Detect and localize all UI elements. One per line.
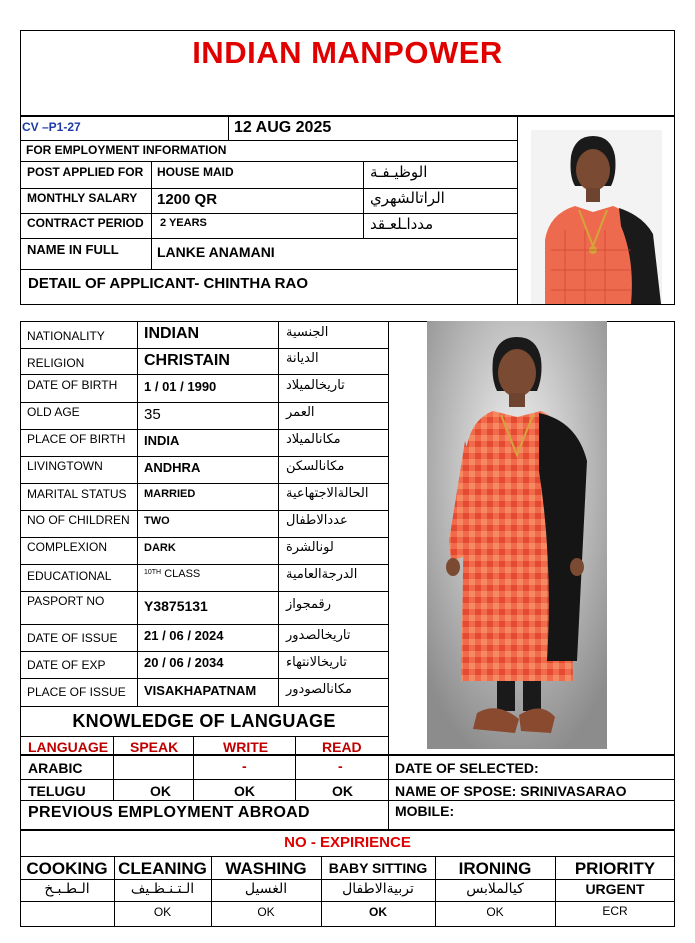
passport-value: Y3875131 — [144, 598, 208, 614]
marital-status-label: MARITAL STATUS — [27, 487, 127, 501]
skill-cleaning-arabic: الـتـنـظـيف — [130, 881, 195, 897]
lang-telugu-speak: OK — [150, 783, 171, 799]
complexion-arabic: لونالشرة — [286, 540, 334, 555]
lang-telugu-write: OK — [234, 783, 255, 799]
nationality-value: INDIAN — [144, 325, 200, 342]
pob-arabic: مكانالميلاد — [286, 432, 341, 447]
issue-date-value: 21 / 06 / 2024 — [144, 628, 224, 643]
nationality-label: NATIONALITY — [27, 329, 105, 343]
lang-arabic-read: - — [338, 758, 343, 774]
page-title: INDIAN MANPOWER — [192, 35, 503, 70]
contract-period-arabic: مدداـلعـقد — [370, 215, 434, 233]
applicant-detail: DETAIL OF APPLICANT- CHINTHA RAO — [28, 275, 308, 292]
issue-date-arabic: تاريخالصدور — [286, 628, 351, 643]
dob-label: DATE OF BIRTH — [27, 378, 118, 392]
monthly-salary-label: MONTHLY SALARY — [27, 191, 138, 205]
skill-ironing-arabic: كيالملابس — [466, 881, 524, 897]
education-value-sup: 10TH — [144, 569, 162, 576]
post-applied-arabic: الوظيـفـة — [370, 163, 428, 181]
education-value — [144, 569, 200, 580]
marital-status-arabic: الحالةالاجتهاعية — [286, 486, 369, 501]
skill-washing-value: OK — [257, 905, 275, 919]
language-heading: KNOWLEDGE OF LANGUAGE — [72, 711, 336, 731]
applicant-photo-small — [531, 130, 662, 304]
livingtown-arabic: مكانالسكن — [286, 459, 345, 474]
skill-cleaning: CLEANING — [118, 859, 207, 878]
lang-header-write: WRITE — [223, 739, 269, 755]
religion-label: RELIGION — [27, 356, 85, 370]
pob-value: INDIA — [144, 433, 180, 448]
skill-baby-sitting-value: OK — [369, 905, 387, 919]
religion-value: CHRISTAIN — [144, 352, 230, 369]
post-applied-value: HOUSE MAID — [157, 165, 234, 179]
age-arabic: العمر — [286, 405, 315, 420]
skill-priority: PRIORITY — [574, 859, 656, 878]
skill-ironing: IRONING — [458, 859, 532, 878]
education-label: EDUCATIONAL — [27, 569, 112, 583]
monthly-salary-arabic: الراتالشهري — [370, 189, 445, 207]
post-applied-label: POST APPLIED FOR — [27, 165, 144, 179]
spouse-name: NAME OF SPOSE: SRINIVASARAO — [395, 783, 627, 799]
complexion-label: COMPLEXION — [27, 540, 108, 554]
expiry-date-label: DATE OF EXP — [27, 658, 106, 672]
applicant-photo-large — [427, 321, 607, 749]
full-name-label: NAME IN FULL — [27, 242, 119, 257]
issue-place-arabic: مكانالصودور — [286, 682, 352, 697]
children-value: TWO — [144, 515, 170, 527]
education-value-text: CLASS — [164, 568, 201, 580]
skill-baby-sitting: BABY SITTING — [328, 860, 428, 876]
priority-urgent: URGENT — [585, 881, 645, 897]
pob-label: PLACE OF BIRTH — [27, 432, 126, 446]
dob-arabic: تاريخالميلاد — [286, 378, 345, 393]
marital-status-value: MARRIED — [144, 488, 196, 500]
lang-telugu-read: OK — [332, 783, 353, 799]
livingtown-value: ANDHRA — [144, 460, 201, 475]
monthly-salary-value: 1200 QR — [157, 191, 218, 208]
skill-baby-sitting-arabic: تربيةالاطفال — [342, 881, 414, 897]
skill-cooking-arabic: الـطـبـخ — [44, 881, 90, 897]
complexion-value: DARK — [144, 542, 176, 554]
full-name-value: LANKE ANAMANI — [157, 244, 275, 260]
lang-row-arabic: ARABIC — [28, 760, 83, 776]
contract-period-value: 2 YEARS — [160, 217, 207, 229]
skill-cleaning-value: OK — [153, 905, 172, 919]
issue-place-value: VISAKHAPATNAM — [144, 683, 257, 698]
priority-ecr: ECR — [602, 904, 628, 918]
employment-info-label: FOR EMPLOYMENT INFORMATION — [26, 143, 227, 157]
issue-date-label: DATE OF ISSUE — [27, 631, 118, 645]
nationality-arabic: الجنسية — [286, 325, 329, 340]
livingtown-label: LIVINGTOWN — [27, 459, 103, 473]
contract-period-label: CONTRACT PERIOD — [27, 216, 144, 230]
education-arabic: الدرجةالعامية — [286, 567, 358, 582]
expiry-date-arabic: تاريخالانتهاء — [286, 655, 347, 670]
age-label: OLD AGE — [27, 405, 80, 419]
skill-washing: WASHING — [225, 859, 307, 878]
age-value: 35 — [144, 406, 161, 423]
lang-header-read: READ — [322, 739, 362, 755]
date-selected: DATE OF SELECTED: — [395, 760, 539, 776]
previous-employment-value: NO - EXPIRIENCE — [284, 834, 411, 851]
lang-arabic-write: - — [242, 758, 247, 774]
lang-row-telugu: TELUGU — [28, 783, 86, 799]
expiry-date-value: 20 / 06 / 2034 — [144, 655, 224, 670]
cv-number: CV –P1-27 — [22, 120, 81, 134]
cv-date: 12 AUG 2025 — [234, 119, 332, 136]
mobile-label: MOBILE: — [395, 803, 455, 819]
children-arabic: عددالاطفال — [286, 513, 348, 528]
children-label: NO OF CHILDREN — [27, 513, 130, 527]
previous-employment-heading: PREVIOUS EMPLOYMENT ABROAD — [28, 804, 310, 821]
dob-value: 1 / 01 / 1990 — [144, 379, 217, 394]
passport-arabic: رقمجواز — [286, 597, 332, 612]
lang-header-language: LANGUAGE — [28, 739, 109, 755]
skill-washing-arabic: الغسيل — [244, 881, 288, 897]
skill-cooking: COOKING — [26, 859, 108, 878]
skill-ironing-value: OK — [486, 905, 504, 919]
passport-label: PASPORT NO — [27, 594, 105, 608]
lang-header-speak: SPEAK — [130, 739, 179, 755]
issue-place-label: PLACE OF ISSUE — [27, 685, 126, 699]
religion-arabic: الديانة — [286, 351, 319, 366]
